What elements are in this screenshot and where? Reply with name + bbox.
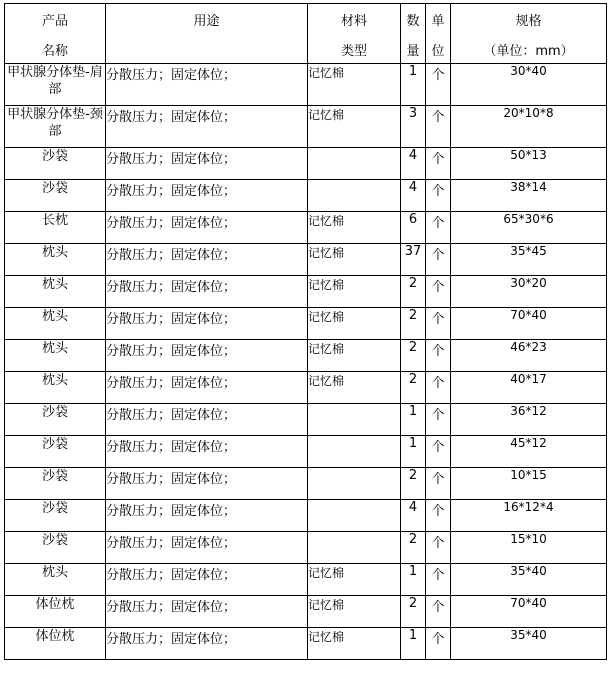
header-name-line2: 名称 <box>41 44 68 59</box>
cell-material: 记忆棉 <box>308 212 401 244</box>
cell-unit: 个 <box>426 244 451 276</box>
cell-unit: 个 <box>426 64 451 106</box>
cell-use: 分散压力；固定体位； <box>106 596 308 628</box>
cell-spec: 16*12*4 <box>451 500 607 532</box>
cell-product-name: 沙袋 <box>5 436 106 468</box>
cell-product-name: 枕头 <box>5 276 106 308</box>
cell-unit: 个 <box>426 308 451 340</box>
cell-unit: 个 <box>426 372 451 404</box>
cell-use: 分散压力；固定体位； <box>106 628 308 660</box>
cell-use: 分散压力；固定体位； <box>106 148 308 180</box>
header-use <box>106 4 308 64</box>
cell-unit: 个 <box>426 468 451 500</box>
header-material-line2: 类型 <box>340 44 367 59</box>
cell-use: 分散压力；固定体位； <box>106 564 308 596</box>
cell-qty: 6 <box>401 212 426 244</box>
table-row <box>5 628 607 660</box>
table-row <box>5 212 607 244</box>
cell-product-name: 沙袋 <box>5 148 106 180</box>
cell-use: 分散压力；固定体位； <box>106 308 308 340</box>
cell-use: 分散压力；固定体位； <box>106 276 308 308</box>
cell-product-name: 甲状腺分体垫-肩部 <box>5 64 106 106</box>
cell-material <box>308 500 401 532</box>
cell-product-name: 体位枕 <box>5 628 106 660</box>
header-spec-line2: （单位：mm） <box>483 44 574 59</box>
header-name-line1: 产品 <box>41 14 68 29</box>
cell-use: 分散压力；固定体位； <box>106 500 308 532</box>
cell-use: 分散压力；固定体位； <box>106 468 308 500</box>
cell-product-name: 枕头 <box>5 340 106 372</box>
cell-product-name: 体位枕 <box>5 596 106 628</box>
header-name <box>5 4 106 64</box>
cell-spec: 65*30*6 <box>451 212 607 244</box>
product-spec-table <box>4 3 607 660</box>
table-row <box>5 564 607 596</box>
cell-spec: 10*15 <box>451 468 607 500</box>
cell-material: 记忆棉 <box>308 372 401 404</box>
table-row <box>5 436 607 468</box>
cell-qty: 4 <box>401 180 426 212</box>
cell-unit: 个 <box>426 564 451 596</box>
table-row <box>5 106 607 148</box>
cell-material: 记忆棉 <box>308 106 401 148</box>
cell-product-name: 枕头 <box>5 564 106 596</box>
cell-spec: 45*12 <box>451 436 607 468</box>
cell-use: 分散压力；固定体位； <box>106 212 308 244</box>
cell-use: 分散压力；固定体位； <box>106 372 308 404</box>
table-header-row <box>5 4 607 64</box>
table-row <box>5 404 607 436</box>
cell-material: 记忆棉 <box>308 564 401 596</box>
cell-qty: 2 <box>401 372 426 404</box>
cell-qty: 2 <box>401 596 426 628</box>
cell-use: 分散压力；固定体位； <box>106 180 308 212</box>
cell-qty: 1 <box>401 436 426 468</box>
cell-unit: 个 <box>426 532 451 564</box>
cell-unit: 个 <box>426 276 451 308</box>
cell-qty: 37 <box>401 244 426 276</box>
cell-qty: 1 <box>401 564 426 596</box>
cell-product-name: 长枕 <box>5 212 106 244</box>
cell-unit: 个 <box>426 340 451 372</box>
table-row <box>5 372 607 404</box>
cell-spec: 35*40 <box>451 628 607 660</box>
cell-spec: 35*40 <box>451 564 607 596</box>
header-qty <box>401 4 426 64</box>
cell-spec: 38*14 <box>451 180 607 212</box>
cell-use: 分散压力；固定体位； <box>106 106 308 148</box>
cell-spec: 70*40 <box>451 596 607 628</box>
table-row <box>5 308 607 340</box>
table-row <box>5 244 607 276</box>
header-material <box>308 4 401 64</box>
cell-qty: 4 <box>401 500 426 532</box>
header-qty-line1: 数 <box>406 14 420 29</box>
cell-unit: 个 <box>426 106 451 148</box>
cell-unit: 个 <box>426 596 451 628</box>
cell-use: 分散压力；固定体位； <box>106 532 308 564</box>
cell-material <box>308 404 401 436</box>
cell-spec: 50*13 <box>451 148 607 180</box>
cell-unit: 个 <box>426 500 451 532</box>
cell-spec: 30*20 <box>451 276 607 308</box>
cell-qty: 2 <box>401 276 426 308</box>
table-row <box>5 596 607 628</box>
cell-use: 分散压力；固定体位； <box>106 404 308 436</box>
cell-unit: 个 <box>426 212 451 244</box>
cell-qty: 2 <box>401 532 426 564</box>
cell-product-name: 甲状腺分体垫-颈部 <box>5 106 106 148</box>
cell-use: 分散压力；固定体位； <box>106 244 308 276</box>
cell-unit: 个 <box>426 436 451 468</box>
table-row <box>5 64 607 106</box>
cell-spec: 46*23 <box>451 340 607 372</box>
cell-product-name: 沙袋 <box>5 180 106 212</box>
cell-qty: 4 <box>401 148 426 180</box>
cell-product-name: 沙袋 <box>5 500 106 532</box>
cell-material: 记忆棉 <box>308 308 401 340</box>
cell-unit: 个 <box>426 404 451 436</box>
cell-unit: 个 <box>426 148 451 180</box>
cell-qty: 1 <box>401 64 426 106</box>
cell-material: 记忆棉 <box>308 340 401 372</box>
cell-product-name: 沙袋 <box>5 404 106 436</box>
cell-product-name: 沙袋 <box>5 468 106 500</box>
table-row <box>5 276 607 308</box>
cell-spec: 40*17 <box>451 372 607 404</box>
cell-spec: 30*40 <box>451 64 607 106</box>
cell-qty: 2 <box>401 468 426 500</box>
cell-unit: 个 <box>426 628 451 660</box>
cell-unit: 个 <box>426 180 451 212</box>
table-row <box>5 532 607 564</box>
table-row <box>5 148 607 180</box>
cell-material: 记忆棉 <box>308 276 401 308</box>
cell-spec: 35*45 <box>451 244 607 276</box>
table-row <box>5 468 607 500</box>
cell-product-name: 枕头 <box>5 244 106 276</box>
table-row <box>5 500 607 532</box>
header-spec-line1: 规格 <box>515 14 542 29</box>
cell-qty: 1 <box>401 628 426 660</box>
cell-spec: 36*12 <box>451 404 607 436</box>
cell-material <box>308 532 401 564</box>
cell-use: 分散压力；固定体位； <box>106 340 308 372</box>
table-row <box>5 180 607 212</box>
header-unit-line2: 位 <box>431 44 445 59</box>
cell-material: 记忆棉 <box>308 596 401 628</box>
cell-material <box>308 148 401 180</box>
cell-product-name: 枕头 <box>5 308 106 340</box>
cell-qty: 3 <box>401 106 426 148</box>
cell-qty: 2 <box>401 308 426 340</box>
cell-material <box>308 436 401 468</box>
cell-use: 分散压力；固定体位； <box>106 436 308 468</box>
header-unit-line1: 单 <box>431 14 445 29</box>
header-qty-line2: 量 <box>406 44 420 59</box>
cell-spec: 70*40 <box>451 308 607 340</box>
header-material-line1: 材料 <box>340 14 367 29</box>
cell-material: 记忆棉 <box>308 244 401 276</box>
cell-spec: 15*10 <box>451 532 607 564</box>
header-unit <box>426 4 451 64</box>
header-use-label: 用途 <box>193 14 220 29</box>
cell-product-name: 枕头 <box>5 372 106 404</box>
cell-material <box>308 468 401 500</box>
cell-qty: 2 <box>401 340 426 372</box>
table-row <box>5 340 607 372</box>
cell-material: 记忆棉 <box>308 628 401 660</box>
cell-spec: 20*10*8 <box>451 106 607 148</box>
cell-material: 记忆棉 <box>308 64 401 106</box>
cell-qty: 1 <box>401 404 426 436</box>
cell-material <box>308 180 401 212</box>
header-spec <box>451 4 607 64</box>
cell-product-name: 沙袋 <box>5 532 106 564</box>
cell-use: 分散压力；固定体位； <box>106 64 308 106</box>
